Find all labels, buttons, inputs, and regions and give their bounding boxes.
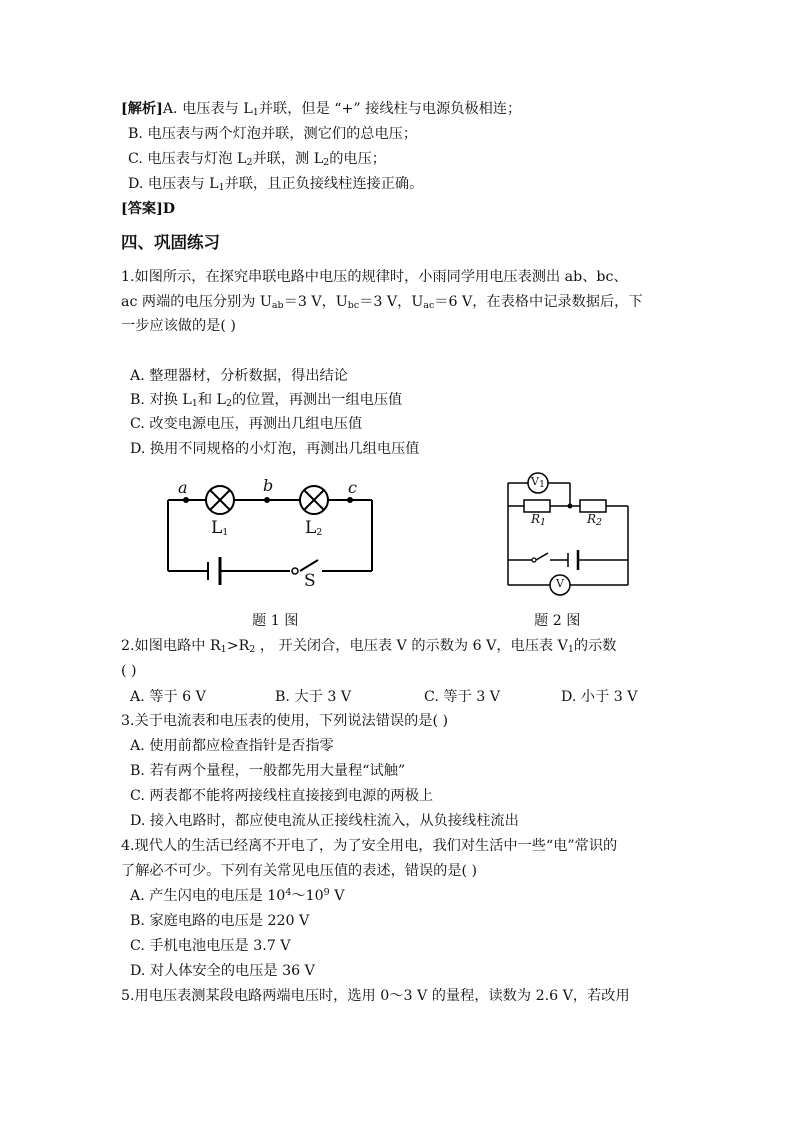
q1-line-2: ac 两端的电压分别为 $U_{ab}=3$ V，$U_{bc}=3$ V，$U_{ac}=6$ V，在表格中记录数据后，下 [121, 294, 643, 311]
analysis-line-d: D. 电压表与 $L_1$并联，且正负接线柱连接正确。 [128, 176, 424, 193]
switch-contact-icon [292, 568, 298, 574]
q4-line-1: 4.现代人的生活已经离不开电了，为了安全用电，我们对生活中一些“电”常识的 [121, 838, 618, 854]
section-title: 四、巩固练习 [121, 233, 220, 252]
resistor-r2-icon [580, 500, 606, 512]
figure-1-caption: 题 1 图 [252, 613, 299, 629]
q3-option-a: A. 使用前都应检查指针是否指零 [130, 738, 334, 754]
q2-option-d: D. 小于 3 V [561, 689, 638, 705]
resistor-label-r2: $R_2$ [587, 512, 603, 528]
meter-label-v: V [556, 577, 564, 590]
q2-option-b: B. 大于 3 V [275, 689, 352, 705]
lamp-label-l2: $L_2$ [305, 518, 323, 538]
switch-2-contact-icon [532, 558, 536, 562]
q1-option-a: A. 整理器材，分析数据，得出结论 [130, 368, 348, 384]
node-c-dot [347, 497, 353, 503]
node-label-b: b [263, 476, 274, 495]
node-label-c: c [348, 478, 357, 497]
q1-option-d: D. 换用不同规格的小灯泡，再测出几组电压值 [130, 441, 420, 457]
switch-label: S [304, 571, 316, 591]
q4-option-c: C. 手机电池电压是 3.7 V [130, 938, 291, 954]
q2-line-2: ( ) [121, 663, 137, 679]
q2-option-a: A. 等于 6 V [130, 689, 206, 705]
q3-option-c: C. 两表都不能将两接线柱直接接到电源的两极上 [130, 788, 434, 804]
q3-option-b: B. 若有两个量程，一般都先用大量程“试触” [130, 763, 406, 779]
battery-icon [208, 557, 220, 585]
q2-option-c: C. 等于 3 V [424, 689, 501, 705]
meter-label-v1: $V_1$ [531, 475, 545, 490]
resistor-label-r1: $R_1$ [531, 512, 547, 528]
figure-2-circuit [494, 466, 636, 600]
analysis-label: [解析] [121, 101, 163, 117]
junction-dot [568, 504, 573, 509]
q3-option-d: D. 接入电路时，都应使电流从正接线柱流入，从负接线柱流出 [130, 813, 519, 829]
q3-line-1: 3.关于电流表和电压表的使用，下列说法错误的是( ) [121, 713, 449, 729]
resistor-r1-icon [524, 500, 550, 512]
figure-2-caption: 题 2 图 [534, 613, 581, 629]
q4-option-d: D. 对人体安全的电压是 36 V [130, 963, 315, 979]
q4-line-2: 了解必不可少。下列有关常见电压值的表述，错误的是( ) [121, 863, 478, 879]
node-a-dot [183, 497, 189, 503]
lamp-label-l1: $L_1$ [211, 518, 229, 538]
analysis-line-c: C. 电压表与灯泡 $L_2$并联，测 $L_2$的电压； [128, 151, 386, 168]
answer-line: [答案]D [121, 201, 176, 217]
analysis-line-b: B. 电压表与两个灯泡并联，测它们的总电压； [128, 126, 418, 142]
q1-line-3: 一步应该做的是( ) [121, 318, 236, 334]
q5-line-1: 5.用电压表测某段电路两端电压时，选用 0～3 V 的量程，读数为 2.6 V，若改用 [121, 988, 630, 1004]
node-label-a: a [178, 478, 188, 497]
analysis-line-a: [解析]A. 电压表与 $L_1$并联，但是 “+” 接线柱与电源负极相连； [121, 101, 522, 118]
q1-option-b: B. 对换 $L_1$和 $L_2$的位置，再测出一组电压值 [130, 392, 403, 409]
lamp-l2-icon [300, 486, 328, 514]
q4-option-a: A. 产生闪电的电压是 $10^4\sim 10^9$ V [130, 887, 345, 904]
lamp-l1-icon [206, 486, 234, 514]
q1-line-1: 1.如图所示，在探究串联电路中电压的规律时，小雨同学用电压表测出 ab、bc、 [121, 269, 628, 285]
q4-option-b: B. 家庭电路的电压是 220 V [130, 913, 310, 929]
node-b-dot [264, 497, 270, 503]
q1-option-c: C. 改变电源电压，再测出几组电压值 [130, 416, 363, 432]
q2-line-1: 2.如图电路中 $R_1>R_2$ ， 开关闭合，电压表 V 的示数为 6 V，电压表 $V_1$的示数 [121, 638, 617, 655]
battery-2-icon [568, 550, 578, 570]
